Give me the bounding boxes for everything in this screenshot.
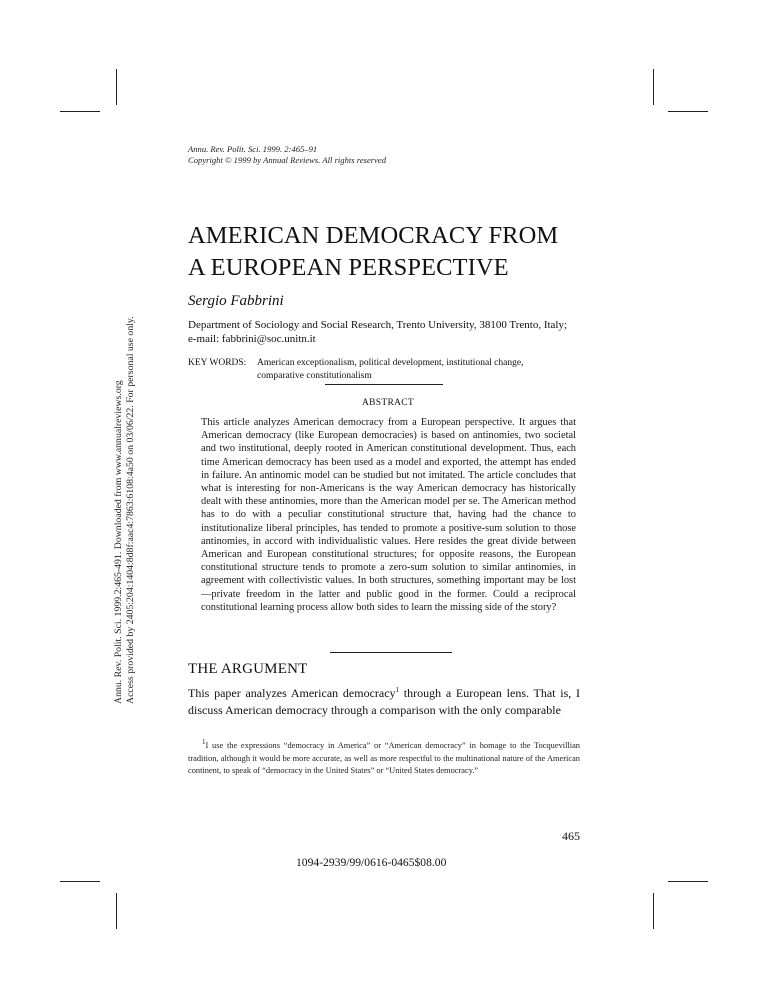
crop-mark (116, 893, 117, 929)
journal-citation: Annu. Rev. Polit. Sci. 1999. 2:465–91 (188, 144, 318, 154)
section-heading: THE ARGUMENT (188, 661, 308, 677)
crop-mark (653, 893, 654, 929)
crop-mark (60, 111, 100, 112)
crop-mark (116, 69, 117, 105)
affiliation-email: e-mail: fabbrini@soc.unitn.it (188, 333, 316, 345)
footnote-reference[interactable]: 1 (395, 686, 400, 694)
author-affiliation (188, 318, 588, 346)
footnote (188, 740, 580, 778)
article-title (188, 220, 558, 284)
copyright-line: Copyright © 1999 by Annual Reviews. All rights reserved (188, 155, 387, 165)
crop-mark (668, 111, 708, 112)
keywords-line-1: American exceptionalism, political development, institutional change, (257, 358, 524, 368)
keywords (188, 357, 608, 382)
body-paragraph (188, 685, 580, 718)
footnote-text: I use the expressions “democracy in America” or “American democracy” in homage to the Tocquevillian tradition, although it would be more accurate, as well as more respectful to the multinational nature of the American continent, to speak of “democracy in the United States” or “United States democracy.” (188, 741, 580, 775)
journal-header (188, 144, 386, 166)
sidebar-line-2: Access provided by 2405:204:1404:8d8f:aac4:7863:6108:4a50 on 03/06/22. For personal use only. (125, 316, 136, 704)
title-line-1: AMERICAN DEMOCRACY FROM (188, 222, 559, 249)
sidebar-line-1: Annu. Rev. Polit. Sci. 1999.2:465-491. Downloaded from www.annualreviews.org (113, 380, 124, 704)
abstract-rule (330, 652, 452, 653)
keywords-label: KEY WORDS: (188, 358, 247, 368)
article-code: 1094-2939/99/0616-0465$08.00 (296, 856, 447, 869)
crop-mark (60, 881, 100, 882)
body-text-rest: through a European lens. That is, I discuss American democracy through a comparison with the only comparable (188, 686, 580, 717)
abstract-text: This article analyzes American democracy from a European perspective. It argues that American democracy (like European democracies) is based on antinomies, two societal and two institutional, deeply rooted in American constitutional development. Thus, each time American democracy has been used as a model and exported, the attempt has ended in failure. An antinomic model can be studied but not imitated. The article concludes that what is interesting for non-Americans is the way American democracy has historically dealt with these antinomies, more than the American model per se. The American method has to do with a peculiar constitutional structure that, having had the chance to institutionalize liberal principles, has tended to promote a positive-sum solution to those antinomies, in accord with individualistic values. Here resides the great divide between American and European constitutional structures; for opposite reasons, the European constitutional structure tends to promote a zero-sum solution to similar antinomies, in agreement with collectivistic values. In both structures, something important may be lost—private freedom in the latter and public good in the former. Could a reciprocal constitutional learning process allow both sides to learn the missing side of the story? (201, 417, 576, 613)
download-sidebar (113, 284, 137, 704)
crop-mark (653, 69, 654, 105)
page-number: 465 (562, 829, 580, 843)
title-line-2: A EUROPEAN PERSPECTIVE (188, 254, 509, 281)
keywords-rule (325, 384, 443, 385)
crop-mark (668, 881, 708, 882)
author-name: Sergio Fabbrini (188, 293, 284, 309)
keywords-line-2: comparative constitutionalism (257, 370, 372, 381)
body-text-start: This paper analyzes American democracy (188, 686, 396, 700)
abstract-heading: ABSTRACT (361, 398, 415, 408)
affiliation-line-1: Department of Sociology and Social Research, Trento University, 38100 Trento, Italy; (188, 319, 568, 331)
footnote-marker: 1 (202, 738, 206, 747)
